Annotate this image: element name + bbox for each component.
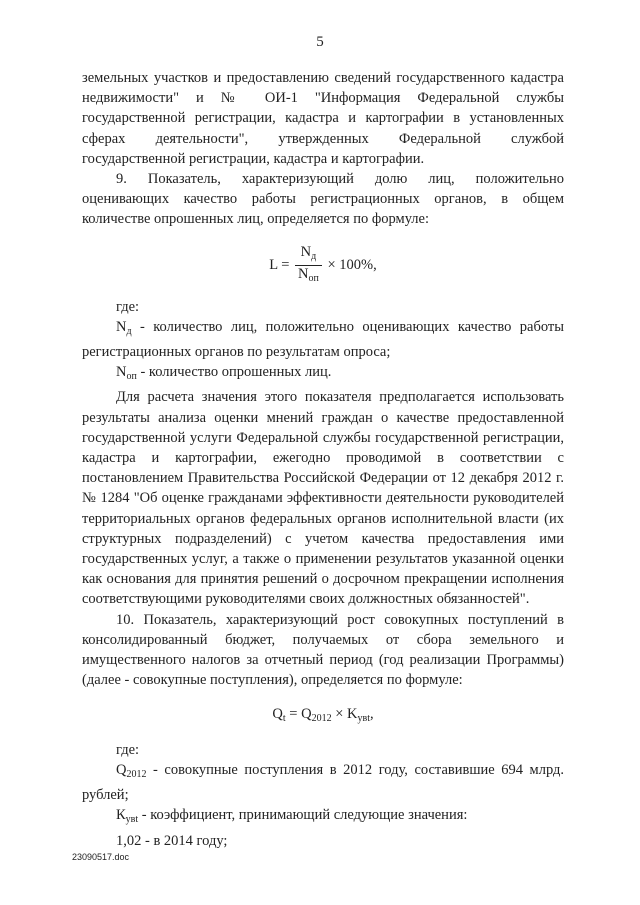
k-symbol: K xyxy=(347,706,358,723)
k-def-symbol: К xyxy=(116,807,126,824)
value-2014: 1,02 - в 2014 году; xyxy=(116,832,228,849)
q-subscript: t xyxy=(282,713,286,725)
k-def-subscript: увt xyxy=(125,814,139,826)
nd-symbol: N xyxy=(116,318,127,335)
where-label-1: где: xyxy=(116,298,140,315)
q2012-def-subscript: 2012 xyxy=(126,768,147,780)
calculation-paragraph: Для расчета значения этого показателя предполагается использовать результаты анализа оценки мнений граждан о качестве предоставленной государственной услуги Федеральной службы государственной регистрации, кадастра и картографии, ежегодно проводимой в соответствии с постановлением Правительства Российской Федерации от 12 декабря 2012 г. № 1284 "Об оценке гражданами эффективности деятельности руководителей территориальных органов федеральных органов исполнительной власти (их структурных подразделений) с учетом качества предоставления ими государственных услуг, а также о применении результатов указанной оценки как основания для принятия решений о досрочном прекращении исполнения соответствующими руководителями своих должностных обязанностей". xyxy=(82,389,564,608)
denominator-symbol: N xyxy=(298,265,309,282)
definition-nop xyxy=(82,362,564,387)
definition-nd xyxy=(82,317,564,362)
indicator-10-paragraph: 10. Показатель, характеризующий рост совокупных поступлений в консолидированный бюджет, получаемых от сбора земельного и имущественного налогов за отчетный период (год реализации Программы) (далее - совокупные поступления), определяется по формуле: xyxy=(82,611,564,689)
definition-q2012 xyxy=(82,760,564,805)
document-body xyxy=(82,68,564,851)
q-times: × xyxy=(331,706,347,723)
q-equals: = xyxy=(285,706,302,723)
q-tail: , xyxy=(369,706,374,723)
denominator-subscript: оп xyxy=(308,272,319,284)
document-filename: 23090517.doc xyxy=(72,852,130,862)
nop-text: - количество опрошенных лиц. xyxy=(136,364,332,381)
indicator-9-paragraph: 9. Показатель, характеризующий долю лиц, положительно оценивающих качество работы регистрационных органов, в общем количестве опрошенных лиц, определяется по формуле: xyxy=(82,171,564,228)
q-symbol: Q xyxy=(272,706,283,723)
page-number: 5 xyxy=(316,34,324,50)
k-subscript: увt xyxy=(357,713,370,725)
k-def-text: - коэффициент, принимающий следующие значения: xyxy=(138,807,468,824)
nop-symbol: N xyxy=(116,364,127,381)
formula-l-lhs: L = xyxy=(269,256,290,273)
intro-paragraph: земельных участков и предоставлению сведений государственного кадастра недвижимости" и № ОИ-1 "Информация Федеральной службы государственной регистрации, кадастра и картографии в установленных сферах деятельности", утвержденных Федеральной службой государственной регистрации, кадастра и картографии. xyxy=(82,70,564,167)
nd-subscript: д xyxy=(126,325,132,337)
numerator-subscript: д xyxy=(311,250,317,262)
definition-k xyxy=(82,805,564,830)
nop-subscript: оп xyxy=(126,371,137,383)
formula-l-tail: × 100%, xyxy=(327,256,377,273)
formula-q xyxy=(82,704,564,729)
q2012-subscript: 2012 xyxy=(311,713,332,725)
formula-l-fraction xyxy=(295,244,322,287)
q2012-def-symbol: Q xyxy=(116,761,127,778)
formula-l-numerator xyxy=(295,244,322,266)
where-label-2: где: xyxy=(116,741,140,758)
formula-l-denominator xyxy=(295,266,322,287)
q2012-symbol: Q xyxy=(301,706,312,723)
numerator-symbol: N xyxy=(300,243,312,260)
formula-l xyxy=(82,244,564,287)
nd-text: - количество лиц, положительно оценивающих качество работы регистрационных органов по результатам опроса; xyxy=(82,318,564,361)
q2012-def-text: - совокупные поступления в 2012 году, составившие 694 млрд. рублей; xyxy=(82,761,564,804)
